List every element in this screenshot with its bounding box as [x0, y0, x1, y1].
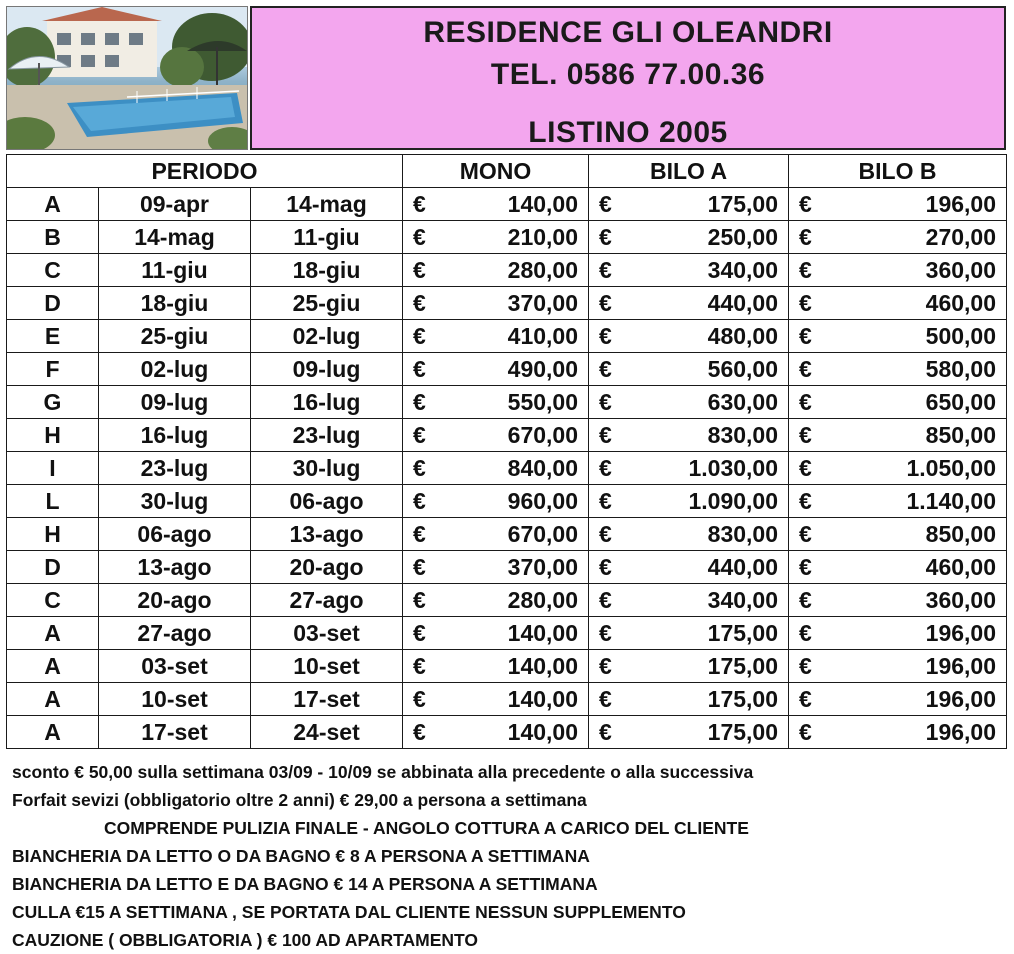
period-start: 16-lug — [99, 419, 251, 452]
header-bilo-a: BILO A — [589, 155, 789, 188]
residence-pool-photo — [6, 6, 248, 150]
currency-symbol: € — [799, 620, 812, 646]
table-row — [7, 584, 1007, 617]
price-amount: 490,00 — [507, 356, 579, 382]
currency-symbol: € — [599, 422, 612, 448]
price-bilo-b — [789, 716, 1007, 749]
price-mono — [403, 221, 589, 254]
price-mono — [403, 386, 589, 419]
header-bilo-b: BILO B — [789, 155, 1007, 188]
price-amount: 175,00 — [707, 686, 779, 712]
price-amount: 196,00 — [925, 686, 997, 712]
period-code: B — [7, 221, 99, 254]
price-mono — [403, 254, 589, 287]
period-code: A — [7, 617, 99, 650]
table-row — [7, 650, 1007, 683]
currency-symbol: € — [599, 686, 612, 712]
price-amount: 175,00 — [707, 191, 779, 217]
period-code: H — [7, 419, 99, 452]
price-amount: 270,00 — [925, 224, 997, 250]
price-amount: 140,00 — [507, 191, 579, 217]
price-amount: 440,00 — [707, 554, 779, 580]
price-bilo-a — [589, 650, 789, 683]
phone-number: TEL. 0586 77.00.36 — [490, 58, 766, 91]
price-amount: 360,00 — [925, 257, 997, 283]
currency-symbol: € — [413, 389, 426, 415]
currency-symbol: € — [599, 257, 612, 283]
currency-symbol: € — [799, 686, 812, 712]
period-code: F — [7, 353, 99, 386]
note-forfait: Forfait sevizi (obbligatorio oltre 2 anni) € 29,00 a persona a settimana — [12, 790, 587, 810]
price-bilo-a — [589, 221, 789, 254]
header-periodo: PERIODO — [7, 155, 403, 188]
price-bilo-a — [589, 419, 789, 452]
table-row — [7, 353, 1007, 386]
period-end: 13-ago — [251, 518, 403, 551]
price-amount: 460,00 — [925, 290, 997, 316]
period-code: D — [7, 551, 99, 584]
price-list-title: LISTINO 2005 — [528, 116, 728, 149]
table-row — [7, 320, 1007, 353]
period-start: 25-giu — [99, 320, 251, 353]
currency-symbol: € — [413, 554, 426, 580]
currency-symbol: € — [799, 224, 812, 250]
price-amount: 340,00 — [707, 257, 779, 283]
period-code: G — [7, 386, 99, 419]
table-row — [7, 617, 1007, 650]
currency-symbol: € — [413, 686, 426, 712]
price-mono — [403, 419, 589, 452]
period-start: 27-ago — [99, 617, 251, 650]
header-banner — [250, 6, 1006, 150]
price-amount: 650,00 — [925, 389, 997, 415]
price-amount: 196,00 — [925, 719, 997, 745]
period-start: 17-set — [99, 716, 251, 749]
period-end: 18-giu — [251, 254, 403, 287]
price-amount: 196,00 — [925, 620, 997, 646]
currency-symbol: € — [799, 719, 812, 745]
period-code: L — [7, 485, 99, 518]
period-code: H — [7, 518, 99, 551]
price-amount: 670,00 — [507, 521, 579, 547]
price-bilo-a — [589, 287, 789, 320]
period-end: 25-giu — [251, 287, 403, 320]
currency-symbol: € — [413, 587, 426, 613]
period-end: 24-set — [251, 716, 403, 749]
price-mono — [403, 716, 589, 749]
period-end: 30-lug — [251, 452, 403, 485]
currency-symbol: € — [413, 521, 426, 547]
residence-name: RESIDENCE GLI OLEANDRI — [423, 16, 833, 49]
price-bilo-a — [589, 254, 789, 287]
price-amount: 280,00 — [507, 257, 579, 283]
period-code: A — [7, 716, 99, 749]
price-bilo-a — [589, 683, 789, 716]
price-amount: 410,00 — [507, 323, 579, 349]
period-start: 06-ago — [99, 518, 251, 551]
price-amount: 1.090,00 — [688, 488, 779, 514]
price-mono — [403, 617, 589, 650]
price-amount: 960,00 — [507, 488, 579, 514]
price-mono — [403, 353, 589, 386]
currency-symbol: € — [413, 191, 426, 217]
period-end: 03-set — [251, 617, 403, 650]
period-code: D — [7, 287, 99, 320]
table-row — [7, 452, 1007, 485]
currency-symbol: € — [599, 488, 612, 514]
period-start: 30-lug — [99, 485, 251, 518]
price-amount: 500,00 — [925, 323, 997, 349]
note-linen-or: BIANCHERIA DA LETTO O DA BAGNO € 8 A PERSONA A SETTIMANA — [12, 846, 590, 866]
currency-symbol: € — [599, 455, 612, 481]
period-start: 09-apr — [99, 188, 251, 221]
price-amount: 140,00 — [507, 620, 579, 646]
period-end: 10-set — [251, 650, 403, 683]
price-mono — [403, 551, 589, 584]
currency-symbol: € — [413, 620, 426, 646]
currency-symbol: € — [799, 356, 812, 382]
table-row — [7, 716, 1007, 749]
period-end: 17-set — [251, 683, 403, 716]
period-start: 03-set — [99, 650, 251, 683]
price-mono — [403, 650, 589, 683]
price-bilo-b — [789, 518, 1007, 551]
price-amount: 560,00 — [707, 356, 779, 382]
currency-symbol: € — [599, 191, 612, 217]
price-bilo-a — [589, 518, 789, 551]
table-row — [7, 419, 1007, 452]
currency-symbol: € — [799, 323, 812, 349]
period-end: 20-ago — [251, 551, 403, 584]
period-code: C — [7, 254, 99, 287]
note-includes: COMPRENDE PULIZIA FINALE - ANGOLO COTTURA A CARICO DEL CLIENTE — [104, 818, 749, 838]
table-row — [7, 386, 1007, 419]
price-amount: 830,00 — [707, 422, 779, 448]
period-start: 13-ago — [99, 551, 251, 584]
currency-symbol: € — [413, 257, 426, 283]
table-row — [7, 683, 1007, 716]
currency-symbol: € — [799, 389, 812, 415]
price-mono — [403, 320, 589, 353]
price-amount: 1.140,00 — [906, 488, 997, 514]
currency-symbol: € — [599, 389, 612, 415]
price-bilo-b — [789, 617, 1007, 650]
currency-symbol: € — [799, 653, 812, 679]
price-bilo-b — [789, 221, 1007, 254]
period-code: C — [7, 584, 99, 617]
table-row — [7, 221, 1007, 254]
price-mono — [403, 485, 589, 518]
price-bilo-b — [789, 188, 1007, 221]
period-start: 14-mag — [99, 221, 251, 254]
price-amount: 630,00 — [707, 389, 779, 415]
price-mono — [403, 584, 589, 617]
note-crib: CULLA €15 A SETTIMANA , SE PORTATA DAL CLIENTE NESSUN SUPPLEMENTO — [12, 902, 686, 922]
currency-symbol: € — [413, 488, 426, 514]
currency-symbol: € — [799, 587, 812, 613]
currency-symbol: € — [599, 290, 612, 316]
price-amount: 140,00 — [507, 686, 579, 712]
price-mono — [403, 452, 589, 485]
note-deposit: CAUZIONE ( OBBLIGATORIA ) € 100 AD APARTAMENTO — [12, 930, 479, 950]
currency-symbol: € — [799, 422, 812, 448]
price-amount: 850,00 — [925, 422, 997, 448]
price-bilo-a — [589, 320, 789, 353]
price-bilo-a — [589, 716, 789, 749]
period-end: 16-lug — [251, 386, 403, 419]
currency-symbol: € — [599, 224, 612, 250]
price-amount: 140,00 — [507, 719, 579, 745]
price-amount: 196,00 — [925, 653, 997, 679]
period-end: 27-ago — [251, 584, 403, 617]
currency-symbol: € — [599, 587, 612, 613]
currency-symbol: € — [413, 455, 426, 481]
currency-symbol: € — [799, 257, 812, 283]
price-amount: 840,00 — [507, 455, 579, 481]
price-amount: 830,00 — [707, 521, 779, 547]
price-bilo-b — [789, 650, 1007, 683]
price-bilo-b — [789, 452, 1007, 485]
currency-symbol: € — [599, 554, 612, 580]
price-amount: 580,00 — [925, 356, 997, 382]
price-table — [6, 154, 1007, 749]
period-end: 11-giu — [251, 221, 403, 254]
price-bilo-b — [789, 254, 1007, 287]
table-row — [7, 485, 1007, 518]
price-bilo-a — [589, 584, 789, 617]
price-amount: 670,00 — [507, 422, 579, 448]
price-amount: 175,00 — [707, 620, 779, 646]
price-mono — [403, 287, 589, 320]
period-end: 02-lug — [251, 320, 403, 353]
period-end: 09-lug — [251, 353, 403, 386]
price-bilo-b — [789, 485, 1007, 518]
price-bilo-b — [789, 386, 1007, 419]
price-bilo-b — [789, 353, 1007, 386]
period-code: A — [7, 650, 99, 683]
currency-symbol: € — [413, 356, 426, 382]
currency-symbol: € — [599, 356, 612, 382]
price-amount: 440,00 — [707, 290, 779, 316]
price-amount: 550,00 — [507, 389, 579, 415]
price-amount: 370,00 — [507, 554, 579, 580]
notes — [12, 758, 1002, 954]
price-amount: 480,00 — [707, 323, 779, 349]
currency-symbol: € — [599, 521, 612, 547]
period-start: 23-lug — [99, 452, 251, 485]
table-row — [7, 188, 1007, 221]
currency-symbol: € — [599, 653, 612, 679]
price-amount: 210,00 — [507, 224, 579, 250]
price-amount: 196,00 — [925, 191, 997, 217]
price-bilo-b — [789, 683, 1007, 716]
period-start: 18-giu — [99, 287, 251, 320]
currency-symbol: € — [799, 554, 812, 580]
period-end: 23-lug — [251, 419, 403, 452]
currency-symbol: € — [599, 323, 612, 349]
currency-symbol: € — [413, 653, 426, 679]
table-row — [7, 518, 1007, 551]
currency-symbol: € — [799, 521, 812, 547]
table-row — [7, 254, 1007, 287]
period-start: 10-set — [99, 683, 251, 716]
price-amount: 370,00 — [507, 290, 579, 316]
price-amount: 140,00 — [507, 653, 579, 679]
price-amount: 1.030,00 — [688, 455, 779, 481]
price-table-body — [7, 188, 1007, 749]
period-start: 02-lug — [99, 353, 251, 386]
currency-symbol: € — [799, 455, 812, 481]
currency-symbol: € — [413, 290, 426, 316]
price-mono — [403, 518, 589, 551]
price-bilo-b — [789, 551, 1007, 584]
price-amount: 250,00 — [707, 224, 779, 250]
price-bilo-b — [789, 584, 1007, 617]
price-bilo-a — [589, 452, 789, 485]
table-header-row — [7, 155, 1007, 188]
note-linen-and: BIANCHERIA DA LETTO E DA BAGNO € 14 A PERSONA A SETTIMANA — [12, 874, 598, 894]
table-row — [7, 287, 1007, 320]
price-bilo-a — [589, 485, 789, 518]
currency-symbol: € — [413, 422, 426, 448]
price-amount: 175,00 — [707, 653, 779, 679]
period-start: 20-ago — [99, 584, 251, 617]
period-code: A — [7, 188, 99, 221]
price-amount: 360,00 — [925, 587, 997, 613]
period-start: 11-giu — [99, 254, 251, 287]
price-bilo-b — [789, 287, 1007, 320]
price-bilo-a — [589, 188, 789, 221]
price-mono — [403, 683, 589, 716]
currency-symbol: € — [599, 620, 612, 646]
period-end: 14-mag — [251, 188, 403, 221]
currency-symbol: € — [413, 719, 426, 745]
currency-symbol: € — [413, 323, 426, 349]
currency-symbol: € — [799, 191, 812, 217]
price-mono — [403, 188, 589, 221]
currency-symbol: € — [599, 719, 612, 745]
price-amount: 280,00 — [507, 587, 579, 613]
price-amount: 460,00 — [925, 554, 997, 580]
price-bilo-a — [589, 353, 789, 386]
header-mono: MONO — [403, 155, 589, 188]
period-code: A — [7, 683, 99, 716]
price-amount: 340,00 — [707, 587, 779, 613]
price-amount: 850,00 — [925, 521, 997, 547]
price-amount: 1.050,00 — [906, 455, 997, 481]
price-amount: 175,00 — [707, 719, 779, 745]
period-start: 09-lug — [99, 386, 251, 419]
pool-photo-illustration — [7, 7, 247, 149]
currency-symbol: € — [799, 488, 812, 514]
price-bilo-a — [589, 617, 789, 650]
note-discount: sconto € 50,00 sulla settimana 03/09 - 10/09 se abbinata alla precedente o alla successiva — [12, 762, 754, 782]
period-code: I — [7, 452, 99, 485]
table-row — [7, 551, 1007, 584]
currency-symbol: € — [799, 290, 812, 316]
price-bilo-a — [589, 551, 789, 584]
period-end: 06-ago — [251, 485, 403, 518]
period-code: E — [7, 320, 99, 353]
price-bilo-b — [789, 419, 1007, 452]
price-bilo-b — [789, 320, 1007, 353]
currency-symbol: € — [413, 224, 426, 250]
price-bilo-a — [589, 386, 789, 419]
